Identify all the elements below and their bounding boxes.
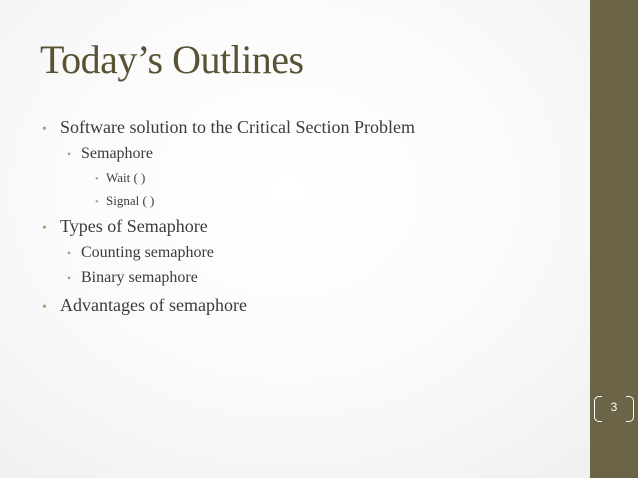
bullet-text: Signal ( ) — [106, 193, 155, 208]
bullet-text: Types of Semaphore — [60, 216, 208, 236]
bullet-item-level-1 — [42, 295, 247, 316]
bullet-item-level-3 — [95, 170, 145, 186]
bullet-text: Counting semaphore — [81, 244, 214, 261]
bullet-icon: • — [67, 271, 72, 285]
bullet-text: Software solution to the Critical Section Problem — [60, 117, 415, 137]
page-number: 3 — [610, 400, 618, 414]
bullet-icon: • — [42, 122, 47, 137]
bullet-text: Semaphore — [81, 145, 153, 162]
bullet-item-level-2 — [67, 145, 153, 163]
bullet-text: Binary semaphore — [81, 269, 198, 286]
bullet-icon: • — [42, 300, 47, 315]
right-bracket-icon — [626, 396, 634, 422]
bullet-item-level-2 — [67, 244, 214, 262]
bullet-icon: • — [67, 147, 72, 161]
page-number-badge — [594, 396, 634, 422]
bullet-icon: • — [95, 197, 99, 208]
bullet-text: Advantages of semaphore — [60, 295, 247, 315]
bullet-icon: • — [67, 246, 72, 260]
bullet-item-level-2 — [67, 269, 198, 287]
bullet-text: Wait ( ) — [106, 170, 146, 185]
bullet-icon: • — [95, 174, 99, 185]
slide-title: Today’s Outlines — [40, 37, 304, 82]
bullet-item-level-3 — [95, 193, 154, 209]
bullet-item-level-1 — [42, 117, 415, 138]
bullet-item-level-1 — [42, 216, 208, 237]
bullet-icon: • — [42, 221, 47, 236]
